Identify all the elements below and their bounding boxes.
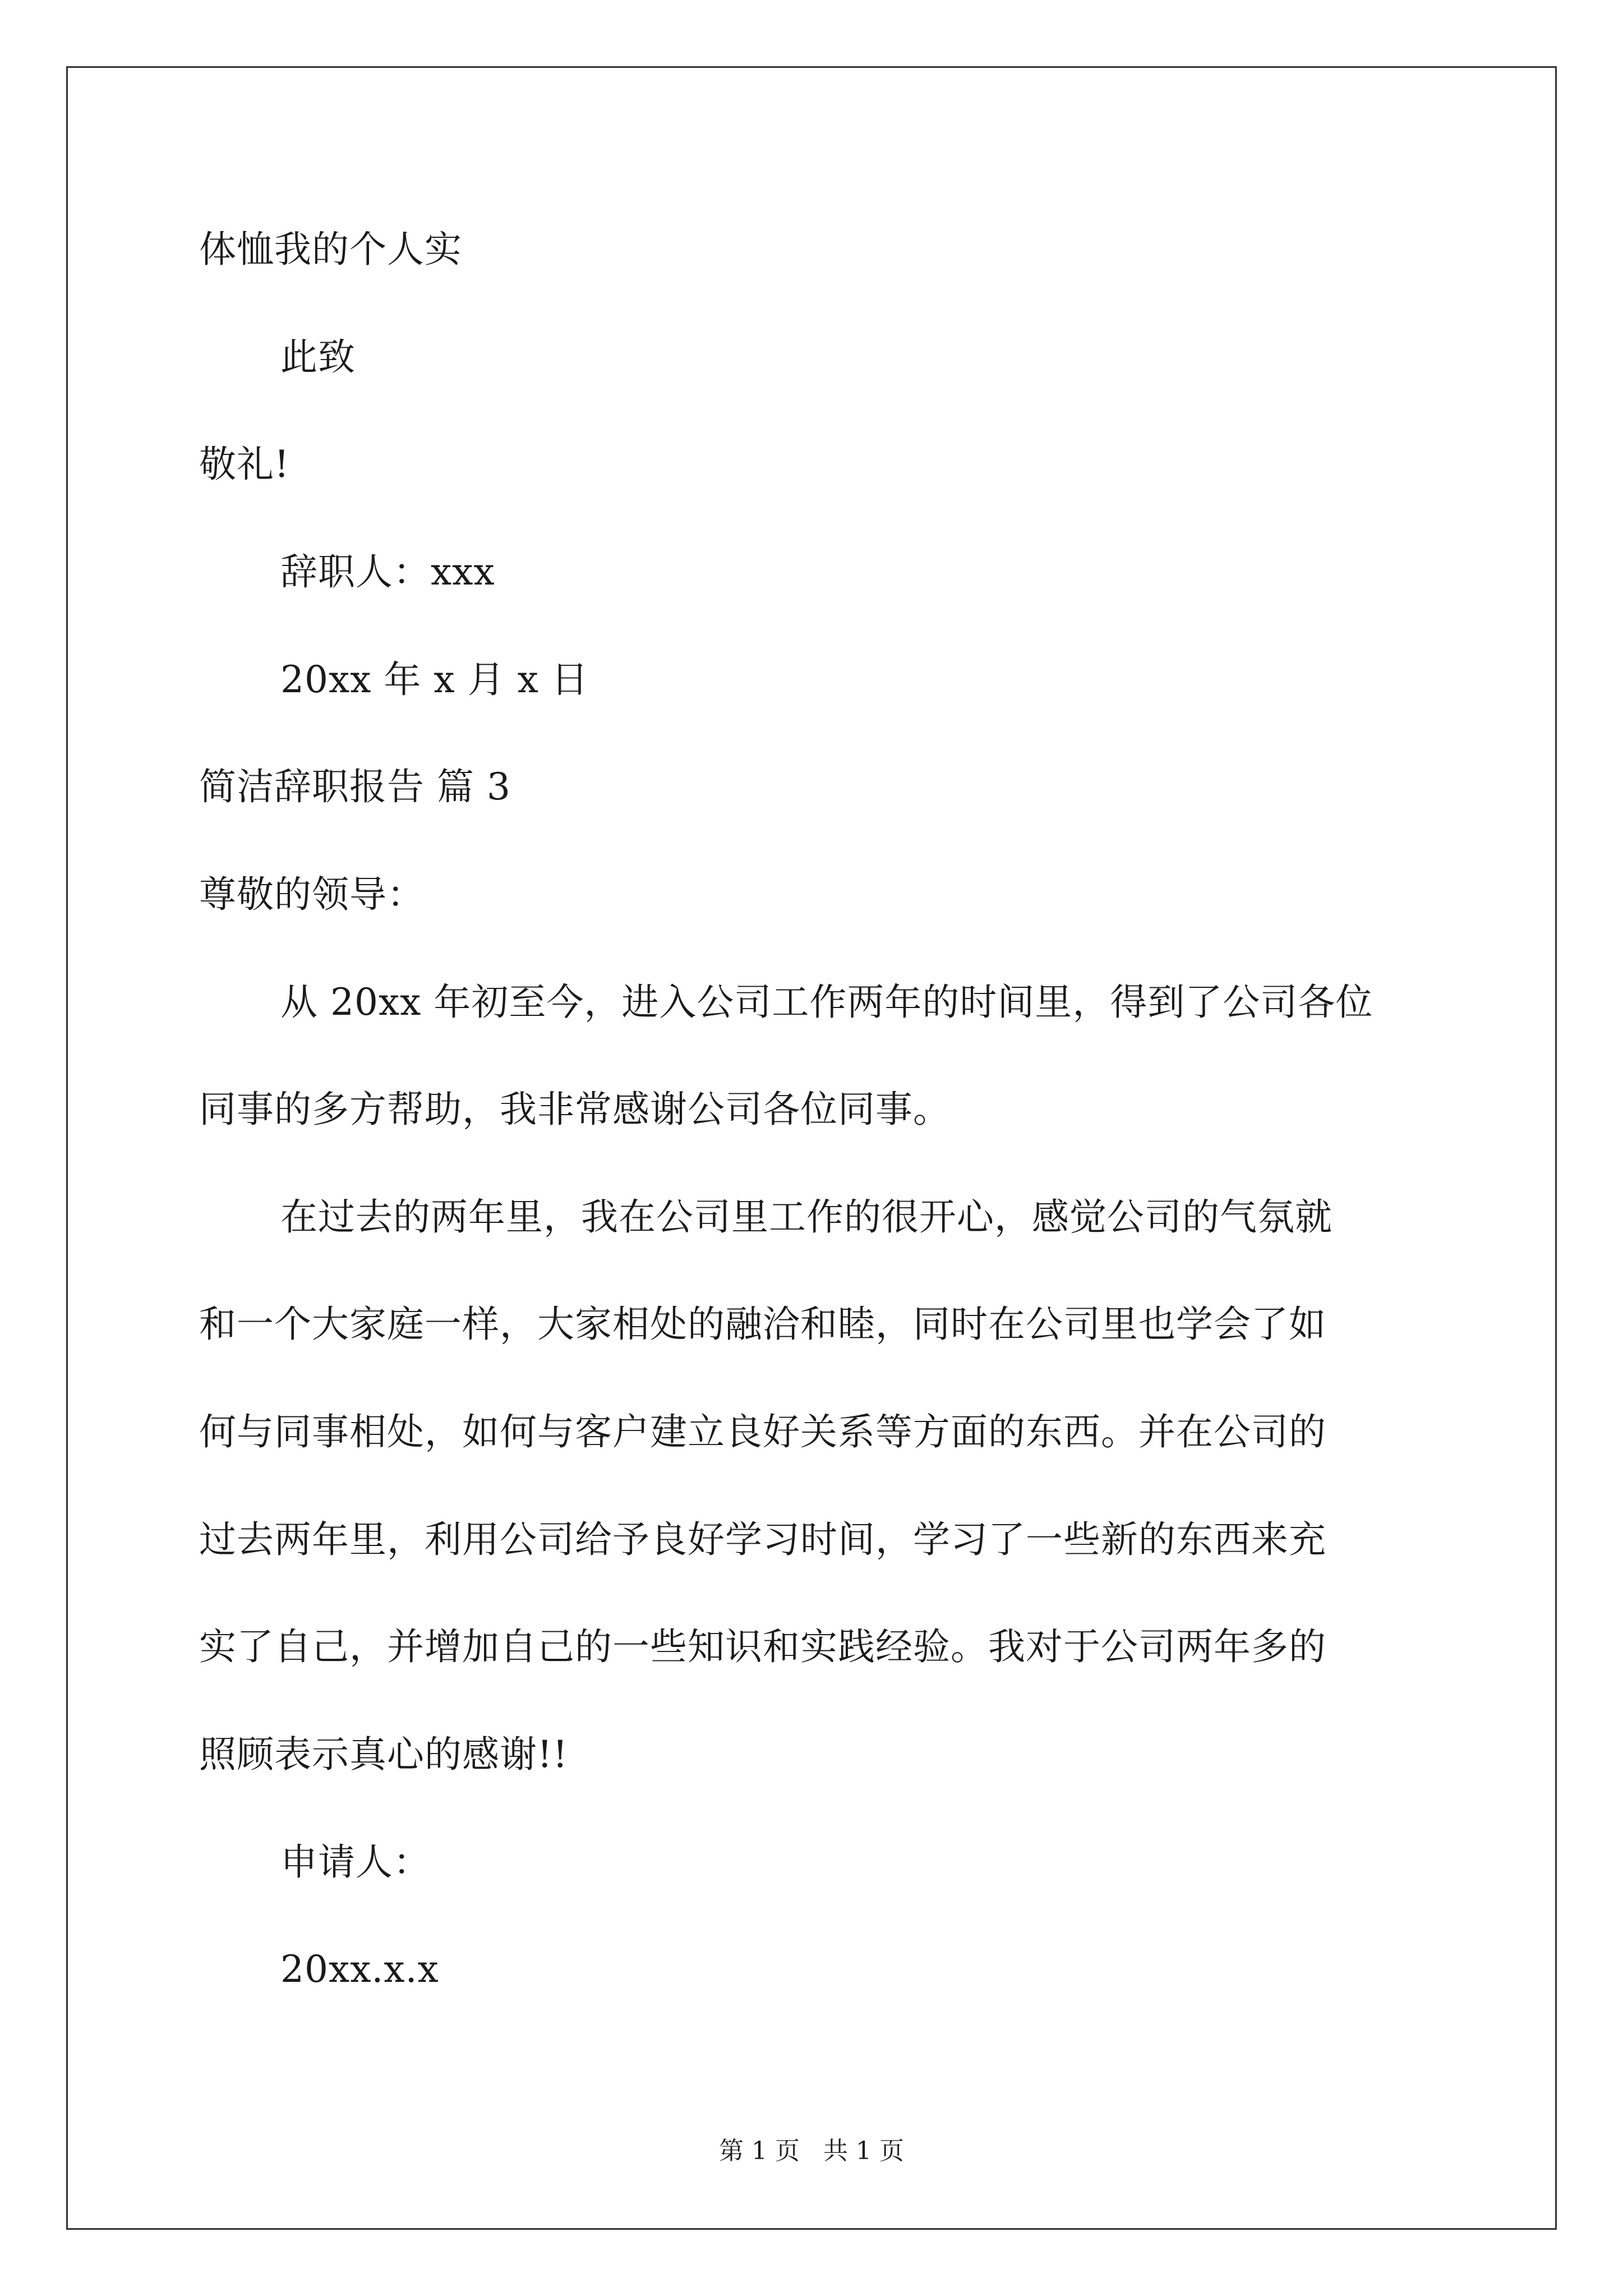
paragraph-2-line-3: 何与同事相处，如何与客户建立良好关系等方面的东西。并在公司的	[199, 1410, 1326, 1453]
applicant-date: 20xx.x.x	[280, 1948, 439, 1991]
paragraph-1-line-2: 同事的多方帮助，我非常感谢公司各位同事。	[199, 1088, 951, 1131]
paragraph-2-line-2: 和一个大家庭一样，大家相处的融洽和睦，同时在公司里也学会了如	[199, 1303, 1326, 1346]
paragraph-2-line-5: 实了自己，并增加自己的一些知识和实践经验。我对于公司两年多的	[199, 1625, 1326, 1668]
paragraph-1-line-1: 从 20xx 年初至今，进入公司工作两年的时间里，得到了公司各位	[280, 981, 1373, 1024]
greeting: 尊敬的领导：	[199, 873, 425, 916]
page-border	[66, 66, 1557, 2230]
text-line-1: 体恤我的个人实	[199, 228, 462, 271]
closing-salutation: 此致	[280, 335, 356, 379]
paragraph-2-line-1: 在过去的两年里，我在公司里工作的很开心，感觉公司的气氛就	[280, 1195, 1332, 1239]
paragraph-2-line-6: 照顾表示真心的感谢!!	[199, 1733, 569, 1776]
paragraph-2-line-4: 过去两年里，利用公司给予良好学习时间，学习了一些新的东西来充	[199, 1518, 1326, 1561]
signature-date: 20xx 年 x 月 x 日	[280, 658, 589, 701]
applicant-label: 申请人：	[280, 1841, 431, 1884]
signature-resigner: 辞职人：xxx	[280, 550, 495, 593]
section-title: 简洁辞职报告 篇 3	[199, 765, 511, 808]
page-footer: 第 1 页 共 1 页	[719, 2137, 904, 2165]
closing-regards: 敬礼!	[199, 443, 290, 486]
